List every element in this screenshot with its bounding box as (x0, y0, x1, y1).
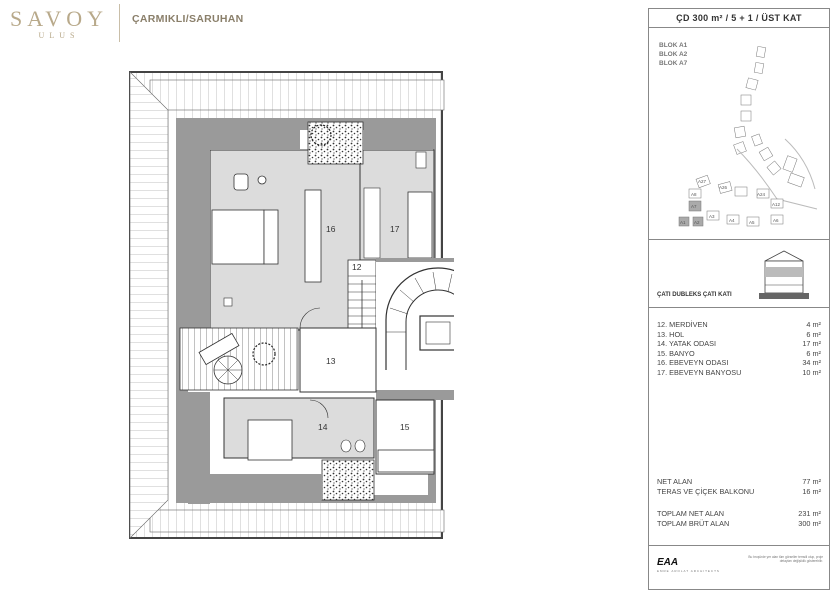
panel-divider (649, 545, 829, 546)
floor-plan (128, 70, 454, 540)
desk-16 (224, 298, 232, 306)
label-room-13: 13 (326, 356, 336, 366)
section-diagram (759, 247, 809, 301)
site-label-a26: A26 (719, 185, 728, 190)
top-gravel (308, 122, 363, 164)
site-map (657, 39, 823, 235)
room-row (657, 339, 821, 349)
roof-bottom-band (150, 510, 444, 532)
panel-divider (649, 307, 829, 308)
total-row (657, 519, 821, 529)
room-area: 17 m² (802, 339, 821, 349)
section-label: ÇATI DUBLEKS ÇATI KATI (657, 292, 732, 298)
shower-17 (408, 192, 432, 258)
bed-14 (248, 420, 292, 460)
toilet-17 (416, 152, 426, 168)
wall-bottom (210, 474, 322, 500)
site-label-a1: A1 (680, 220, 686, 225)
room-row (657, 349, 821, 359)
terrace-deck (180, 328, 298, 390)
room-list (657, 320, 821, 378)
room-name: 13. HOL (657, 329, 685, 339)
wall-lower-left (188, 392, 210, 504)
terrace-umbrella-ribs (214, 356, 242, 384)
site-label-a7: A7 (691, 204, 697, 209)
blok-item: BLOK A7 (659, 60, 688, 67)
wall-left (188, 130, 210, 330)
site-label-a27: A27 (698, 179, 707, 184)
sink-17 (364, 188, 380, 258)
bed-16-pillow (264, 210, 278, 264)
bottom-gravel (322, 460, 374, 500)
net-area: 77 m² (802, 477, 821, 486)
room-row (657, 368, 821, 378)
room-name: 16. EBEVEYN ODASI (657, 358, 729, 368)
sink-14b (355, 440, 365, 452)
total-name: TOPLAM NET ALAN (657, 509, 725, 518)
room-14-fill (224, 398, 374, 458)
net-row (657, 487, 821, 497)
blok-item: BLOK A2 (659, 51, 688, 58)
total-area-list (657, 509, 821, 529)
total-area: 300 m² (798, 519, 821, 528)
room-name: 14. YATAK ODASI (657, 339, 717, 349)
header-divider (119, 4, 120, 42)
net-name: TERAS VE ÇİÇEK BALKONU (657, 487, 755, 496)
sink-14 (341, 440, 351, 452)
site-label-a3: A3 (709, 214, 715, 219)
room-row (657, 320, 821, 330)
site-label-a6: A6 (773, 218, 779, 223)
roof-top-band (150, 80, 444, 110)
site-label-a2: A2 (694, 220, 700, 225)
spiral-core-inner (426, 322, 450, 344)
total-row (657, 509, 821, 519)
site-label-a4: A4 (729, 218, 735, 223)
wall-top-b (363, 130, 433, 150)
label-room-16: 16 (326, 224, 336, 234)
architect-logo: EAA (657, 557, 679, 568)
room-area: 4 m² (806, 320, 821, 329)
room-row (657, 330, 821, 340)
total-name: TOPLAM BRÜT ALAN (657, 519, 730, 528)
brand-sub: ULUS (38, 31, 80, 40)
blok-item: BLOK A1 (659, 42, 688, 49)
room-name: 15. BANYO (657, 348, 695, 358)
room-13-fill (300, 328, 376, 392)
site-label-a24: A24 (757, 192, 766, 197)
armchair-16 (234, 174, 248, 190)
label-room-14: 14 (318, 422, 328, 432)
location-title: ÇARMIKLI/SARUHAN (132, 13, 244, 25)
room-row (657, 358, 821, 368)
panel-divider (649, 239, 829, 240)
brand-name: SAVOY (10, 6, 108, 31)
disclaimer-text: Bu broşürde yer alan tüm görseller temsili olup, proje detayları değişiklik gösterebilir. (748, 555, 823, 564)
side-table-16 (258, 176, 266, 184)
label-room-12: 12 (352, 262, 362, 272)
label-room-17: 17 (390, 224, 400, 234)
total-area: 231 m² (798, 509, 821, 518)
net-area: 16 m² (802, 487, 821, 496)
room-area: 6 m² (806, 348, 821, 358)
architect-logo-sub: EMRE AROLAT ARCHITECTS (657, 569, 720, 573)
net-name: NET ALAN (657, 477, 693, 486)
wardrobe-16 (305, 190, 321, 282)
room-area: 10 m² (802, 367, 821, 377)
label-room-15: 15 (400, 422, 410, 432)
room-area: 6 m² (806, 329, 821, 339)
room-area: 34 m² (802, 358, 821, 368)
room-name: 12. MERDİVEN (657, 320, 708, 329)
info-panel (648, 8, 830, 590)
site-label-a5: A5 (749, 220, 755, 225)
panel-title: ÇD 300 m² / 5 + 1 / ÜST KAT (649, 9, 829, 28)
savoy-logo (0, 0, 120, 44)
bed-16 (212, 210, 264, 264)
roof-corner-hip (130, 72, 168, 538)
net-area-list (657, 477, 821, 497)
site-label-a12: A12 (772, 202, 781, 207)
net-row (657, 477, 821, 487)
tub-15 (378, 450, 434, 472)
room-name: 17. EBEVEYN BANYOSU (657, 367, 742, 377)
site-label-a8: A8 (691, 192, 697, 197)
